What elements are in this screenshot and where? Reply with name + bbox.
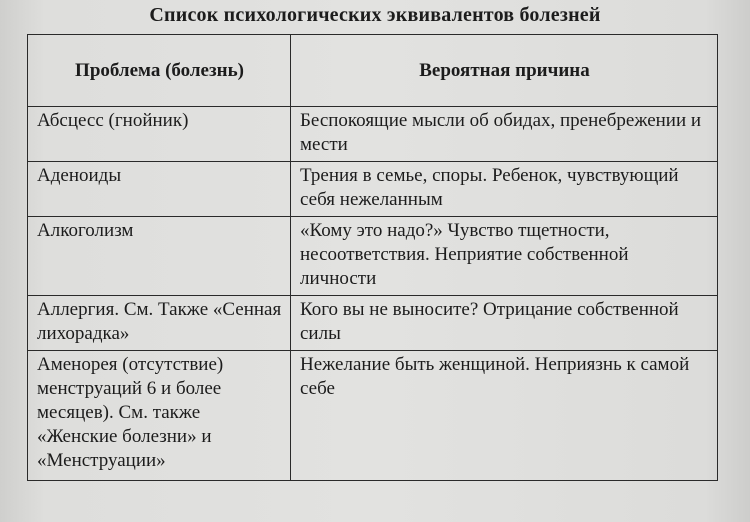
- table-row: [28, 217, 718, 296]
- cause-cell: Трения в семье, споры. Ребенок, чувствующий себя нежеланным: [291, 162, 718, 217]
- problem-cell: Аменорея (отсутствие) менструаций 6 и более месяцев). См. также «Женские болезни» и «Менструации»: [28, 351, 291, 481]
- cause-cell: «Кому это надо?» Чувство тщетности, несоответствия. Неприятие собственной личности: [291, 217, 718, 296]
- problem-cell: Аденоиды: [28, 162, 291, 217]
- cause-cell: Беспокоящие мысли об обидах, пренебрежении и мести: [291, 107, 718, 162]
- problem-cell: Абсцесс (гнойник): [28, 107, 291, 162]
- diseases-table: [27, 34, 718, 481]
- table-row: [28, 162, 718, 217]
- cause-cell: Нежелание быть женщиной. Неприязнь к самой себе: [291, 351, 718, 481]
- table-row: [28, 351, 718, 481]
- table-row: [28, 107, 718, 162]
- problem-cell: Алкоголизм: [28, 217, 291, 296]
- cause-cell: Кого вы не выносите? Отрицание собственной силы: [291, 296, 718, 351]
- problem-cell: Аллергия. См. Также «Сенная лихорадка»: [28, 296, 291, 351]
- page-title: Список психологических эквивалентов болезней: [149, 4, 601, 26]
- header-problem: Проблема (болезнь): [28, 35, 291, 107]
- header-cause: Вероятная причина: [291, 35, 718, 107]
- table-header-row: [28, 35, 718, 107]
- table-row: [28, 296, 718, 351]
